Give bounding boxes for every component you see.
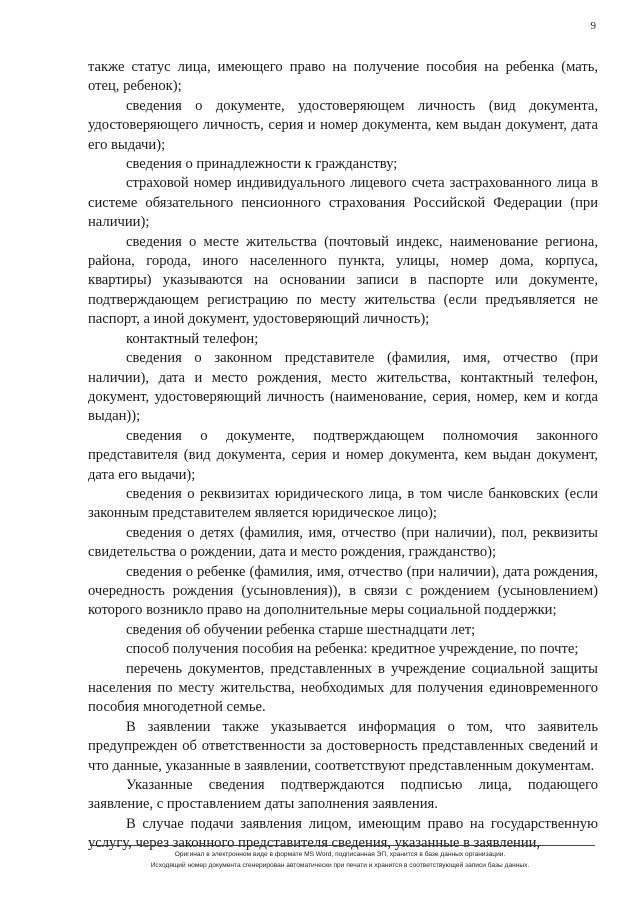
paragraph: перечень документов, представленных в учреждение социальной защиты населения по месту жительства, необходимых для получения единовременного пособия многодетной семье.: [88, 660, 598, 716]
paragraph: сведения о документе, подтверждающем полномочия законного представителя (вид документа, серия и номер документа, кем выдан документ, дата его выдачи);: [88, 427, 598, 483]
page-number: 9: [590, 20, 596, 32]
page-footer: [60, 850, 620, 871]
paragraph: способ получения пособия на ребенка: кредитное учреждение, по почте;: [126, 641, 579, 658]
paragraph: страховой номер индивидуального лицевого счета застрахованного лица в системе обязательного пенсионного страхования Российской Федерации (при наличии);: [88, 175, 598, 231]
paragraph: В случае подачи заявления лицом, имеющим право на государственную услугу, через законного представителя сведения, указанные в заявлении,: [88, 815, 598, 852]
document-body: [88, 58, 598, 854]
paragraph: сведения о ребенке (фамилия, имя, отчество (при наличии), дата рождения, очередность рождения (усыновления)), в связи с рождением (усыновлением) которого возникло право на дополнительные меры социальной поддержки;: [88, 563, 598, 619]
paragraph: сведения об обучении ребенка старше шестнадцати лет;: [126, 621, 476, 638]
footer-line: Исходящий номер документа сгенерирован автоматически при печати и хранится в соответствующей записи базы данных.: [150, 861, 530, 869]
paragraph: сведения о документе, удостоверяющем личность (вид документа, удостоверяющего личность, серия и номер документа, кем выдан документ, дата его выдачи);: [88, 97, 598, 153]
paragraph: сведения о принадлежности к гражданству;: [126, 156, 398, 173]
paragraph: также статус лица, имеющего право на получение пособия на ребенка (мать, отец, ребенок);: [88, 59, 598, 95]
paragraph: сведения о законном представителе (фамилия, имя, отчество (при наличии), дата и место рождения, место жительства, контактный телефон, документ, удостоверяющий личность (наименование, серия, номер, кем и когда выдан));: [88, 350, 598, 425]
paragraph: сведения о месте жительства (почтовый индекс, наименование региона, района, города, иного населенного пункта, улицы, номер дома, корпуса, квартиры) указываются на основании записи в паспорте или документе, подтверждающем регистрацию по месту жительства (если предъявляется не паспорт, а иной документ, удостоверяющий личность);: [88, 233, 598, 328]
paragraph: сведения о реквизитах юридического лица, в том числе банковских (если законным представителем является юридическое лицо);: [88, 485, 598, 522]
paragraph: сведения о детях (фамилия, имя, отчество (при наличии), пол, реквизиты свидетельства о рождении, дата и место рождения, гражданство);: [88, 524, 598, 561]
footer-divider: [90, 845, 595, 846]
paragraph: В заявлении также указывается информация о том, что заявитель предупрежден об ответственности за достоверность представленных сведений и что данные, указанные в заявлении, соответствуют представленным документам.: [88, 718, 598, 774]
paragraph: контактный телефон;: [126, 330, 259, 347]
paragraph: Указанные сведения подтверждаются подписью лица, подающего заявление, с проставлением даты заполнения заявления.: [88, 777, 598, 813]
footer-line: Оригинал в электронном виде в формате MS Word, подписанная ЭП, хранится в базе данных организации.: [174, 851, 506, 858]
